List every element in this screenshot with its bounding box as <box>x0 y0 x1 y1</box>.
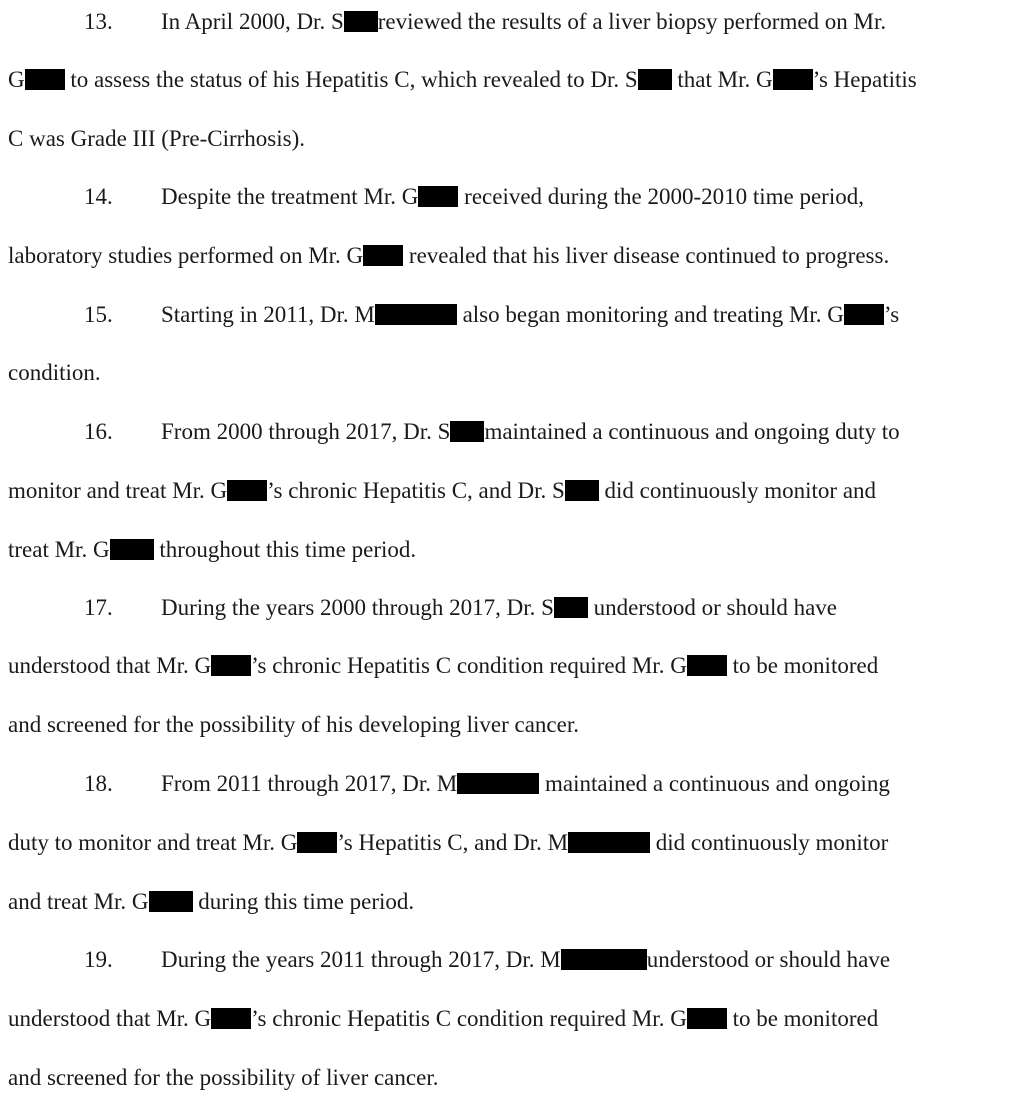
paragraph-16-line-2 <box>8 477 876 505</box>
paragraph-18-line-1 <box>8 770 890 798</box>
redaction-bar <box>211 1008 251 1029</box>
text-segment: Starting in 2011, Dr. M <box>161 302 375 327</box>
redaction-bar <box>844 304 884 325</box>
text-segment: to be monitored <box>732 653 879 678</box>
paragraph-15-line-1 <box>8 301 899 329</box>
text-segment: treat Mr. G <box>8 537 110 562</box>
text-segment: understood that Mr. G <box>8 1006 212 1031</box>
paragraph-17-line-1 <box>8 594 837 622</box>
text-segment: maintained a continuous and ongoing duty to <box>484 419 900 444</box>
text-segment: understood or should have <box>593 595 838 620</box>
redaction-bar <box>565 480 599 501</box>
paragraph-13-line-2 <box>8 66 917 94</box>
paragraph-number: 14. <box>84 184 113 209</box>
text-segment: understood that Mr. G <box>8 653 212 678</box>
paragraph-13-line-3 <box>8 125 305 153</box>
paragraph-18-line-3 <box>8 888 414 916</box>
text-segment: duty to monitor and treat Mr. G <box>8 830 298 855</box>
redaction-bar <box>227 480 267 501</box>
text-segment: reviewed the results of a liver biopsy performed on Mr. <box>377 9 887 34</box>
redaction-bar <box>561 949 647 970</box>
text-segment: maintained a continuous and ongoing <box>545 771 890 796</box>
text-segment: From 2000 through 2017, Dr. S <box>161 419 451 444</box>
text-segment: during this time period. <box>198 889 415 914</box>
text-segment: condition. <box>8 360 101 385</box>
text-segment: understood or should have <box>646 947 891 972</box>
text-segment: also began monitoring and treating Mr. G <box>462 302 844 327</box>
redaction-bar <box>568 832 650 853</box>
text-segment: to be monitored <box>732 1006 879 1031</box>
text-segment: laboratory studies performed on Mr. G <box>8 243 364 268</box>
paragraph-number: 18. <box>84 771 113 796</box>
text-segment: monitor and treat Mr. G <box>8 478 228 503</box>
text-segment: During the years 2000 through 2017, Dr. S <box>161 595 554 620</box>
redaction-bar <box>363 245 403 266</box>
text-segment: During the years 2011 through 2017, Dr. M <box>161 947 561 972</box>
text-segment: and treat Mr. G <box>8 889 149 914</box>
text-segment: received during the 2000-2010 time period, <box>464 184 864 209</box>
text-segment: ’s chronic Hepatitis C condition required Mr. G <box>251 1006 687 1031</box>
paragraph-17-line-3 <box>8 711 579 739</box>
redaction-bar <box>554 597 588 618</box>
text-segment: did continuously monitor and <box>604 478 877 503</box>
paragraph-number: 13. <box>84 9 113 34</box>
text-segment: and screened for the possibility of his developing liver cancer. <box>8 712 579 737</box>
text-segment: that Mr. G <box>677 67 773 92</box>
text-segment: G <box>8 67 25 92</box>
redaction-bar <box>344 11 378 32</box>
redaction-bar <box>25 69 65 90</box>
redaction-bar <box>638 69 672 90</box>
text-segment: revealed that his liver disease continued to progress. <box>408 243 890 268</box>
paragraph-number: 19. <box>84 947 113 972</box>
redaction-bar <box>297 832 337 853</box>
paragraph-15-line-2 <box>8 359 101 387</box>
paragraph-19-line-2 <box>8 1005 878 1033</box>
redaction-bar <box>687 1008 727 1029</box>
paragraph-number: 17. <box>84 595 113 620</box>
text-segment: ’s Hepatitis C, and Dr. M <box>337 830 569 855</box>
redaction-bar <box>375 304 457 325</box>
text-segment: did continuously monitor <box>655 830 889 855</box>
redaction-bar <box>149 891 193 912</box>
redaction-bar <box>211 655 251 676</box>
redaction-bar <box>418 186 458 207</box>
paragraph-17-line-2 <box>8 652 878 680</box>
paragraph-number: 15. <box>84 302 113 327</box>
text-segment: Despite the treatment Mr. G <box>161 184 419 209</box>
text-segment: throughout this time period. <box>159 537 417 562</box>
redaction-bar <box>773 69 813 90</box>
text-segment: In April 2000, Dr. S <box>161 9 344 34</box>
text-segment: ’s <box>883 302 900 327</box>
text-segment: ’s chronic Hepatitis C condition required Mr. G <box>251 653 687 678</box>
paragraph-14-line-2 <box>8 242 889 270</box>
paragraph-number: 16. <box>84 419 113 444</box>
redaction-bar <box>687 655 727 676</box>
redaction-bar <box>450 421 484 442</box>
redaction-bar <box>110 539 154 560</box>
redaction-bar <box>457 773 539 794</box>
paragraph-19-line-1 <box>8 946 890 974</box>
paragraph-16-line-1 <box>8 418 900 446</box>
paragraph-13-line-1 <box>8 8 886 36</box>
text-segment: to assess the status of his Hepatitis C, which revealed to Dr. S <box>70 67 638 92</box>
text-segment: and screened for the possibility of liver cancer. <box>8 1065 439 1090</box>
paragraph-19-line-3 <box>8 1064 438 1092</box>
paragraph-14-line-1 <box>8 183 864 211</box>
text-segment: C was Grade III (Pre-Cirrhosis). <box>8 126 306 151</box>
text-segment: From 2011 through 2017, Dr. M <box>161 771 458 796</box>
paragraph-16-line-3 <box>8 536 416 564</box>
paragraph-18-line-2 <box>8 829 888 857</box>
text-segment: ’s Hepatitis <box>812 67 917 92</box>
text-segment: ’s chronic Hepatitis C, and Dr. S <box>267 478 565 503</box>
